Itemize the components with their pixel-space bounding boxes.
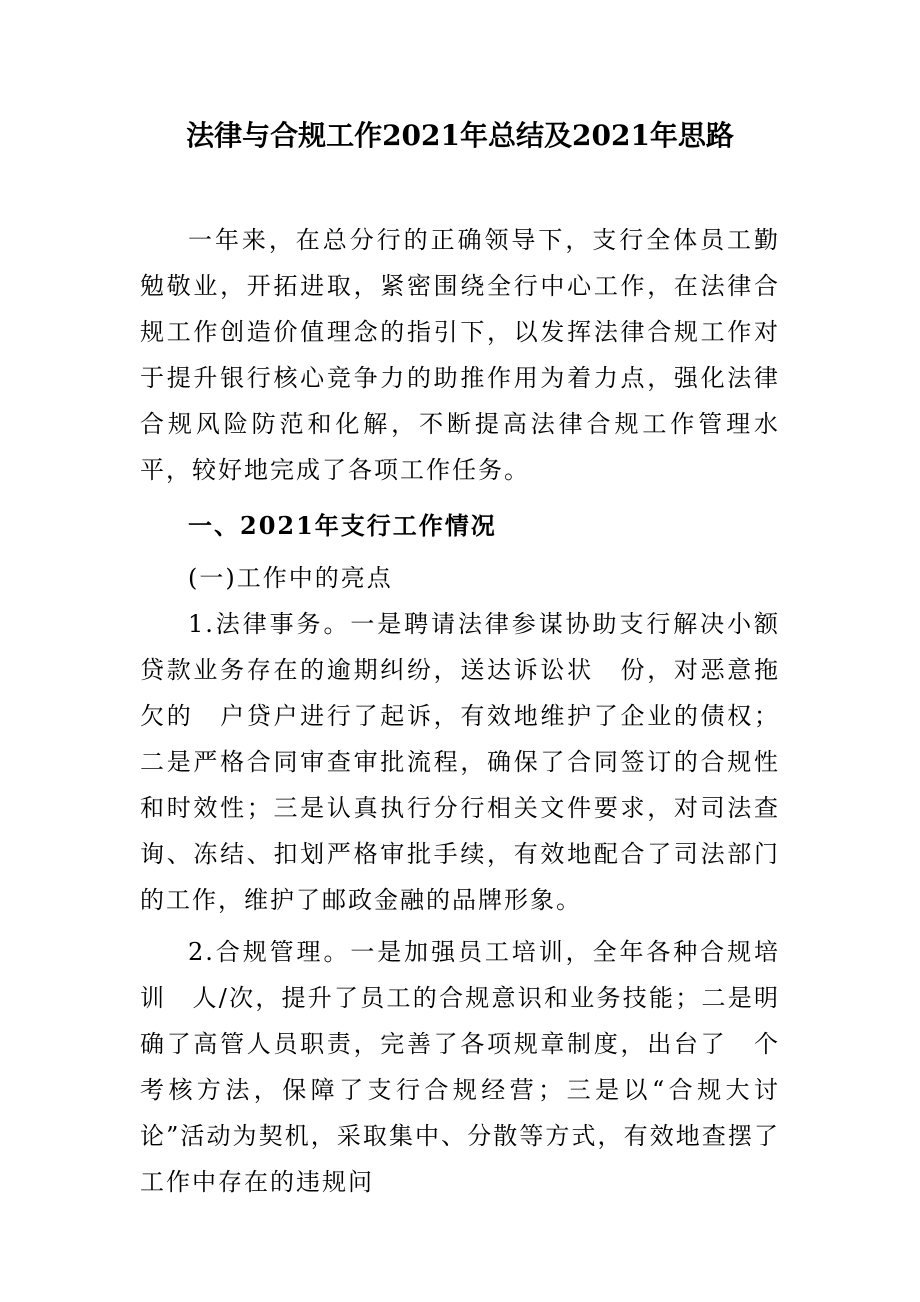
intro-paragraph: 一年来，在总分行的正确领导下，支行全体员工勤勉敬业，开拓进取，紧密围绕全行中心工作，在法律合规工作创造价值理念的指引下，以发挥法律合规工作对于提升银行核心竞争力的助推作用为着力点，强化法律合规风险防范和化解，不断提高法律合规工作管理水平，较好地完成了各项工作任务。 bbox=[140, 226, 780, 484]
subsection-heading: (一)工作中的亮点 bbox=[188, 564, 393, 592]
compliance-management-paragraph: 2.合规管理。一是加强员工培训，全年各种合规培训 人/次，提升了员工的合规意识和业务技能；二是明确了高管人员职责，完善了各项规章制度，出台了 个考核方法，保障了支行合规经营；三是以“合规大讨论”活动为契机，采取集中、分散等方式，有效地查摆了工作中存在的违规问 bbox=[140, 938, 780, 1196]
document-body bbox=[140, 217, 780, 1205]
legal-affairs-paragraph: 1.法律事务。一是聘请法律参谋协助支行解决小额贷款业务存在的逾期纠纷，送达诉讼状 份，对恶意拖欠的 户贷户进行了起诉，有效地维护了企业的债权；二是严格合同审查审批流程，确保了合同签订的合规性和时效性；三是认真执行分行相关文件要求，对司法查询、冻结、扣划严格审批手续，有效地配合了司法部门的工作，维护了邮政金融的品牌形象。 bbox=[140, 610, 780, 914]
section-heading: 一、2021年支行工作情况 bbox=[188, 511, 497, 540]
document-title: 法律与合规工作2021年总结及2021年思路 bbox=[186, 119, 734, 152]
